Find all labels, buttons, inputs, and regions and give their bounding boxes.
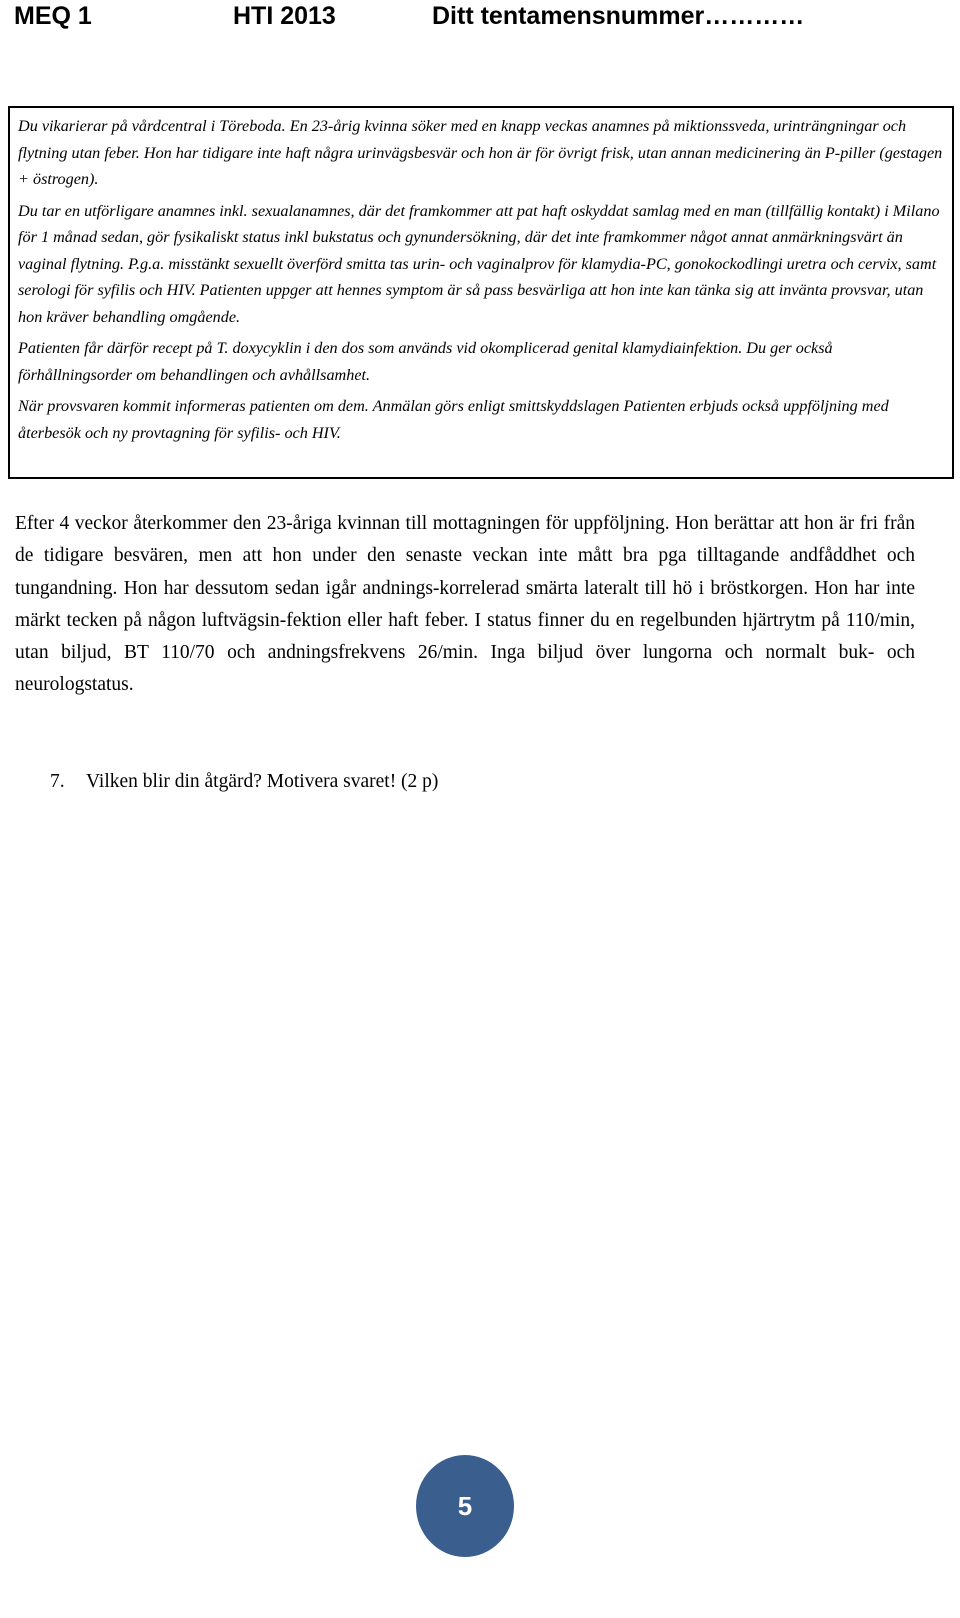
case-paragraph: När provsvaren kommit informeras patienten om dem. Anmälan görs enligt smittskyddslagen Patienten erbjuds också uppföljning med återbesök och ny provtagning för syfilis- och HIV. [18,397,889,442]
exam-title: MEQ 1 [14,2,92,30]
case-paragraph: Du tar en utförligare anamnes inkl. sexualanamnes, där det framkommer att pat haft oskyddat samlag med en man (tillfällig kontakt) i Milano för 1 månad sedan, gör fysikaliskt status inkl bukstatus och gynundersökning, där det inte framkommer något annat anmärkningsvärt än vaginal flytning. P.g.a. misstänkt sexuellt överförd smitta tas urin- och vaginalprov för klamydia-PC, gonokockodlingi uretra och cervix, samt serologi för syfilis och HIV. Patienten uppger att hennes symptom är så pass besvärliga att hon inte kan tänka sig att invänta provsvar, utan hon kräver behandling omgående. [18,201,940,326]
course-code: HTI 2013 [233,2,336,30]
followup-paragraph: Efter 4 veckor återkommer den 23-åriga kvinnan till mottagningen för uppföljning. Hon berättar att hon är fri från de tidigare besvären, men att hon under den senaste veckan inte mått bra pga tilltagande andfåddhet och tungandning. Hon har dessutom sedan igår andnings-korrelerad smärta lateralt till hö i bröstkorgen. Hon har inte märkt tecken på någon luftvägsin-fektion eller haft feber. I status finner du en regelbunden hjärtrytm på 110/min, utan biljud, BT 110/70 och andningsfrekvens 26/min. Inga biljud över lungorna och normalt buk- och neurologstatus. [15,513,915,696]
page-number-badge [416,1455,514,1557]
exam-number-field: Ditt tentamensnummer………… [432,2,805,30]
case-description-box [8,106,954,479]
page-number: 5 [457,1490,473,1521]
question-number: 7. [50,771,65,792]
question-text: Vilken blir din åtgärd? Motivera svaret! (2 p) [86,771,439,792]
case-paragraph: Du vikarierar på vårdcentral i Töreboda. En 23-årig kvinna söker med en knapp veckas anamnes på miktionssveda, urinträngningar och flytning utan feber. Hon har tidigare inte haft några urinvägsbesvär och hon är för övrigt frisk, utan annan medicinering än P-piller (gestagen + östrogen). [18,117,943,188]
case-paragraph: Patienten får därför recept på T. doxycyklin i den dos som används vid okomplicerad genital klamydiainfektion. Du ger också förhållningsorder om behandlingen och avhållsamhet. [18,339,833,384]
question-7 [50,768,438,796]
